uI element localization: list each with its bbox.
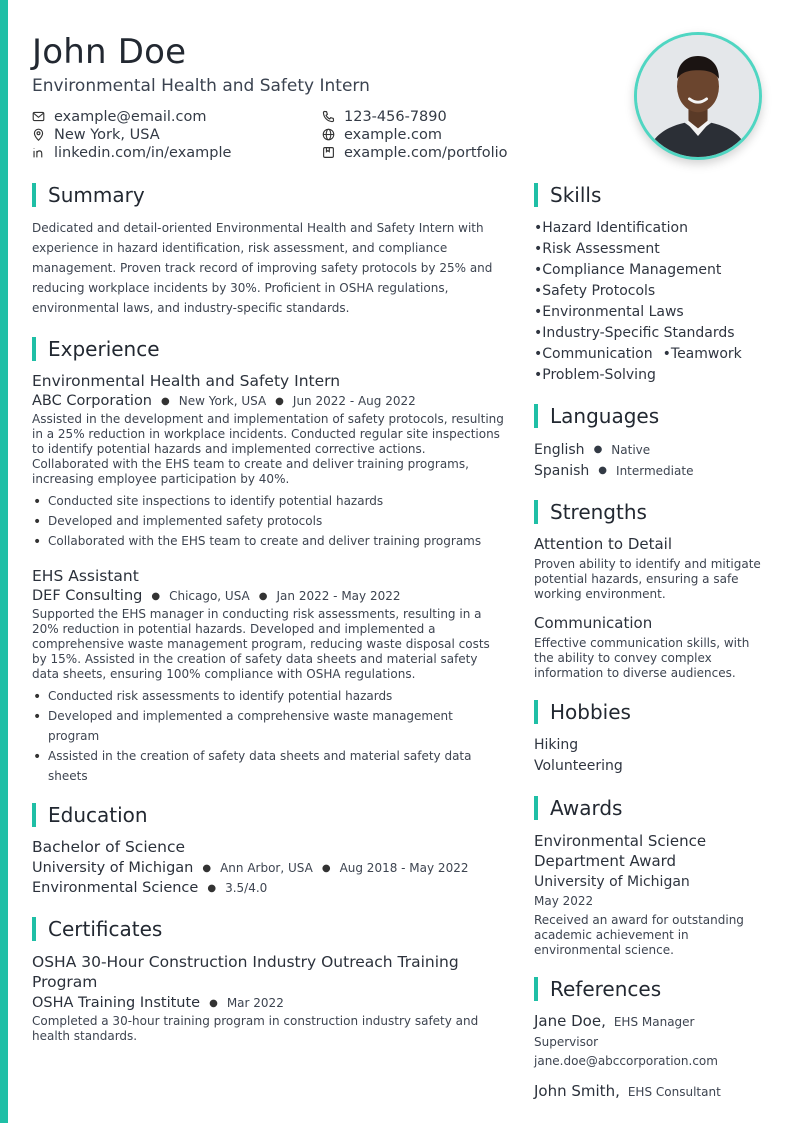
- gpa: 3.5/4.0: [225, 881, 268, 895]
- skill-item: • Safety Protocols: [534, 281, 756, 302]
- strength-item: [534, 535, 766, 602]
- contact-text: New York, USA: [54, 126, 160, 143]
- job-entry: [32, 567, 504, 786]
- language-name: English: [534, 441, 585, 458]
- certificates-heading: [32, 916, 504, 942]
- job-description: Supported the EHS manager in conducting risk assessments, resulting in a 20% reduction in potential hazards. Developed and implemented a comprehensive waste management program, reducing waste disposal costs by 15%. Assisted in the creation of safety data sheets and material safety data sheets, ensuring 100% compliance with OSHA regulations.: [32, 607, 490, 681]
- skill-item: • Communication: [534, 344, 653, 365]
- certificate-meta: [32, 995, 504, 1011]
- separator-dot: ●: [275, 395, 284, 407]
- award-organization: University of Michigan: [534, 874, 690, 890]
- job-company: DEF Consulting: [32, 588, 143, 604]
- reference-header: [534, 1082, 766, 1100]
- hobby-list: [534, 735, 766, 777]
- hobby-item: Volunteering: [534, 758, 623, 774]
- separator-dot: ●: [151, 590, 161, 602]
- reference-name: Jane Doe,: [534, 1012, 606, 1030]
- heading-mark: [32, 803, 36, 827]
- separator-dot: ●: [207, 882, 217, 894]
- language-level: Intermediate: [616, 463, 694, 478]
- education-entry: [32, 838, 504, 896]
- contact-text: 123-456-7890: [344, 108, 447, 125]
- skill-item: • Environmental Laws: [534, 302, 756, 323]
- skill-item: • Hazard Identification: [534, 218, 756, 239]
- skill-item: • Teamwork: [663, 344, 742, 365]
- heading-mark: [534, 700, 538, 724]
- language-level: Native: [611, 442, 651, 457]
- certificate-entry: [32, 952, 504, 1044]
- separator-dot: ●: [598, 465, 608, 476]
- contact-portfolio[interactable]: [322, 144, 592, 161]
- language-name: Spanish: [534, 462, 590, 479]
- contact-location: [32, 126, 322, 143]
- separator-dot: ●: [209, 997, 218, 1009]
- award-entry: [534, 831, 766, 958]
- heading-mark: [534, 977, 538, 1001]
- skill-item: • Compliance Management: [534, 260, 756, 281]
- certificate-description: Completed a 30-hour training program in construction industry safety and health standards.: [32, 1014, 479, 1043]
- section-title: Skills: [550, 183, 602, 207]
- right-column: [534, 182, 766, 1114]
- strengths-heading: [534, 499, 766, 525]
- strength-name: Attention to Detail: [534, 535, 673, 553]
- languages-heading: [534, 403, 766, 429]
- job-description: Assisted in the development and implementation of safety protocols, resulting in a 25% reduction in workplace incidents. Conducted regular site inspections to identify potential hazards and implemented corrective actions. Collaborated with the EHS team to create and deliver training programs, increasing employee participation by 40%.: [32, 412, 504, 486]
- strength-name: Communication: [534, 614, 653, 632]
- strength-description: Effective communication skills, with the ability to convey complex information to diverse audiences.: [534, 636, 750, 680]
- skill-item: • Risk Assessment: [534, 239, 756, 260]
- school-name: University of Michigan: [32, 860, 194, 876]
- bullet-item: • Developed and implemented a comprehensive waste management program: [32, 706, 504, 746]
- candidate-name: John Doe: [32, 32, 187, 72]
- job-bullets: [32, 686, 504, 786]
- reference-name: John Smith,: [534, 1082, 620, 1100]
- globe-icon: [322, 128, 335, 141]
- contact-list: [32, 108, 592, 161]
- contact-text: linkedin.com/in/example: [54, 144, 232, 161]
- contact-website[interactable]: [322, 126, 592, 143]
- job-entry: [32, 372, 504, 551]
- heading-mark: [32, 917, 36, 941]
- portfolio-icon: [322, 146, 335, 159]
- contact-text: example.com/portfolio: [344, 144, 508, 161]
- education-meta: [32, 860, 504, 876]
- hobbies-heading: [534, 699, 766, 725]
- job-dates: Jan 2022 - May 2022: [276, 589, 401, 603]
- bullet-item: • Developed and implemented safety protocols: [32, 511, 504, 531]
- location-icon: [32, 128, 45, 141]
- language-list: [534, 439, 766, 481]
- skills-heading: [534, 182, 766, 208]
- resume-page: [32, 0, 772, 1123]
- separator-dot: ●: [258, 590, 268, 602]
- certificate-issuer: OSHA Training Institute: [32, 995, 201, 1011]
- section-title: Education: [48, 803, 148, 827]
- separator-dot: ●: [202, 862, 212, 874]
- section-title: Summary: [48, 183, 145, 207]
- language-item: [534, 460, 766, 481]
- job-dates: Jun 2022 - Aug 2022: [292, 394, 416, 408]
- contact-text: example.com: [344, 126, 442, 143]
- section-title: Awards: [550, 796, 623, 820]
- section-title: Experience: [48, 337, 160, 361]
- phone-icon: [322, 110, 335, 123]
- summary-heading: [32, 182, 504, 208]
- bullet-item: • Collaborated with the EHS team to create and deliver training programs: [32, 531, 504, 551]
- separator-dot: ●: [593, 444, 603, 455]
- section-title: Hobbies: [550, 700, 631, 724]
- job-meta: [32, 393, 504, 409]
- strength-item: [534, 614, 766, 681]
- contact-email[interactable]: [32, 108, 322, 125]
- hobby-item: Hiking: [534, 737, 579, 753]
- field-of-study: Environmental Science: [32, 880, 199, 896]
- section-title: Certificates: [48, 917, 163, 941]
- job-meta: [32, 588, 504, 604]
- profile-photo: [634, 32, 762, 160]
- award-description: Received an award for outstanding academic achievement in environmental science.: [534, 913, 744, 957]
- heading-mark: [32, 337, 36, 361]
- linkedin-icon: [32, 146, 45, 159]
- contact-phone[interactable]: [322, 108, 592, 125]
- section-title: Languages: [550, 404, 660, 428]
- bullet-item: • Conducted site inspections to identify potential hazards: [32, 491, 504, 511]
- section-title: References: [550, 977, 662, 1001]
- strength-description: Proven ability to identify and mitigate potential hazards, ensuring a safe working environment.: [534, 557, 761, 601]
- references-heading: [534, 976, 766, 1002]
- candidate-title: Environmental Health and Safety Intern: [32, 76, 370, 96]
- award-title: Environmental Science Department Award: [534, 832, 707, 870]
- heading-mark: [534, 183, 538, 207]
- heading-mark: [534, 796, 538, 820]
- reference-relation: Supervisor: [534, 1035, 599, 1049]
- separator-dot: ●: [161, 395, 170, 407]
- awards-heading: [534, 795, 766, 821]
- accent-bar: [0, 0, 8, 1123]
- degree: Bachelor of Science: [32, 838, 186, 856]
- reference-entry: [534, 1082, 766, 1100]
- bullet-item: • Conducted risk assessments to identify potential hazards: [32, 686, 504, 706]
- education-dates: Aug 2018 - May 2022: [339, 861, 469, 875]
- job-role: Environmental Health and Safety Intern: [32, 372, 341, 390]
- separator-dot: ●: [321, 862, 331, 874]
- education-field-line: [32, 880, 504, 896]
- job-location: Chicago, USA: [169, 589, 250, 603]
- avatar-illustration: [637, 35, 759, 157]
- reference-header: [534, 1012, 766, 1030]
- job-role: EHS Assistant: [32, 567, 139, 585]
- job-location: New York, USA: [178, 394, 267, 408]
- heading-mark: [534, 404, 538, 428]
- school-location: Ann Arbor, USA: [220, 861, 313, 875]
- award-date: May 2022: [534, 894, 594, 908]
- reference-entry: [534, 1012, 766, 1068]
- skill-item: • Problem-Solving: [534, 365, 756, 386]
- summary-text: Dedicated and detail-oriented Environmental Health and Safety Intern with experience in hazard identification, risk assessment, and compliance management. Proven track record of improving safety protocols by 25% and reducing workplace incidents by 30%. Proficient in OSHA regulations, environmental laws, and industry-specific standards.: [32, 221, 493, 315]
- reference-role: EHS Manager: [613, 1015, 695, 1029]
- section-title: Strengths: [550, 500, 647, 524]
- email-icon: [32, 110, 45, 123]
- certificate-date: Mar 2022: [226, 996, 284, 1010]
- contact-text: example@email.com: [54, 108, 207, 125]
- job-company: ABC Corporation: [32, 393, 153, 409]
- skill-list: [534, 218, 766, 386]
- job-bullets: [32, 491, 504, 551]
- reference-role: EHS Consultant: [627, 1085, 721, 1099]
- experience-heading: [32, 336, 504, 362]
- bullet-item: • Assisted in the creation of safety data sheets and material safety data sheets: [32, 746, 504, 786]
- reference-email[interactable]: jane.doe@abccorporation.com: [534, 1054, 718, 1068]
- language-item: [534, 439, 766, 460]
- heading-mark: [534, 500, 538, 524]
- certificate-title: OSHA 30-Hour Construction Industry Outreach Training Program: [32, 953, 459, 991]
- heading-mark: [32, 183, 36, 207]
- left-column: [32, 182, 504, 1048]
- skill-item: • Industry-Specific Standards: [534, 323, 756, 344]
- education-heading: [32, 802, 504, 828]
- contact-linkedin[interactable]: [32, 144, 322, 161]
